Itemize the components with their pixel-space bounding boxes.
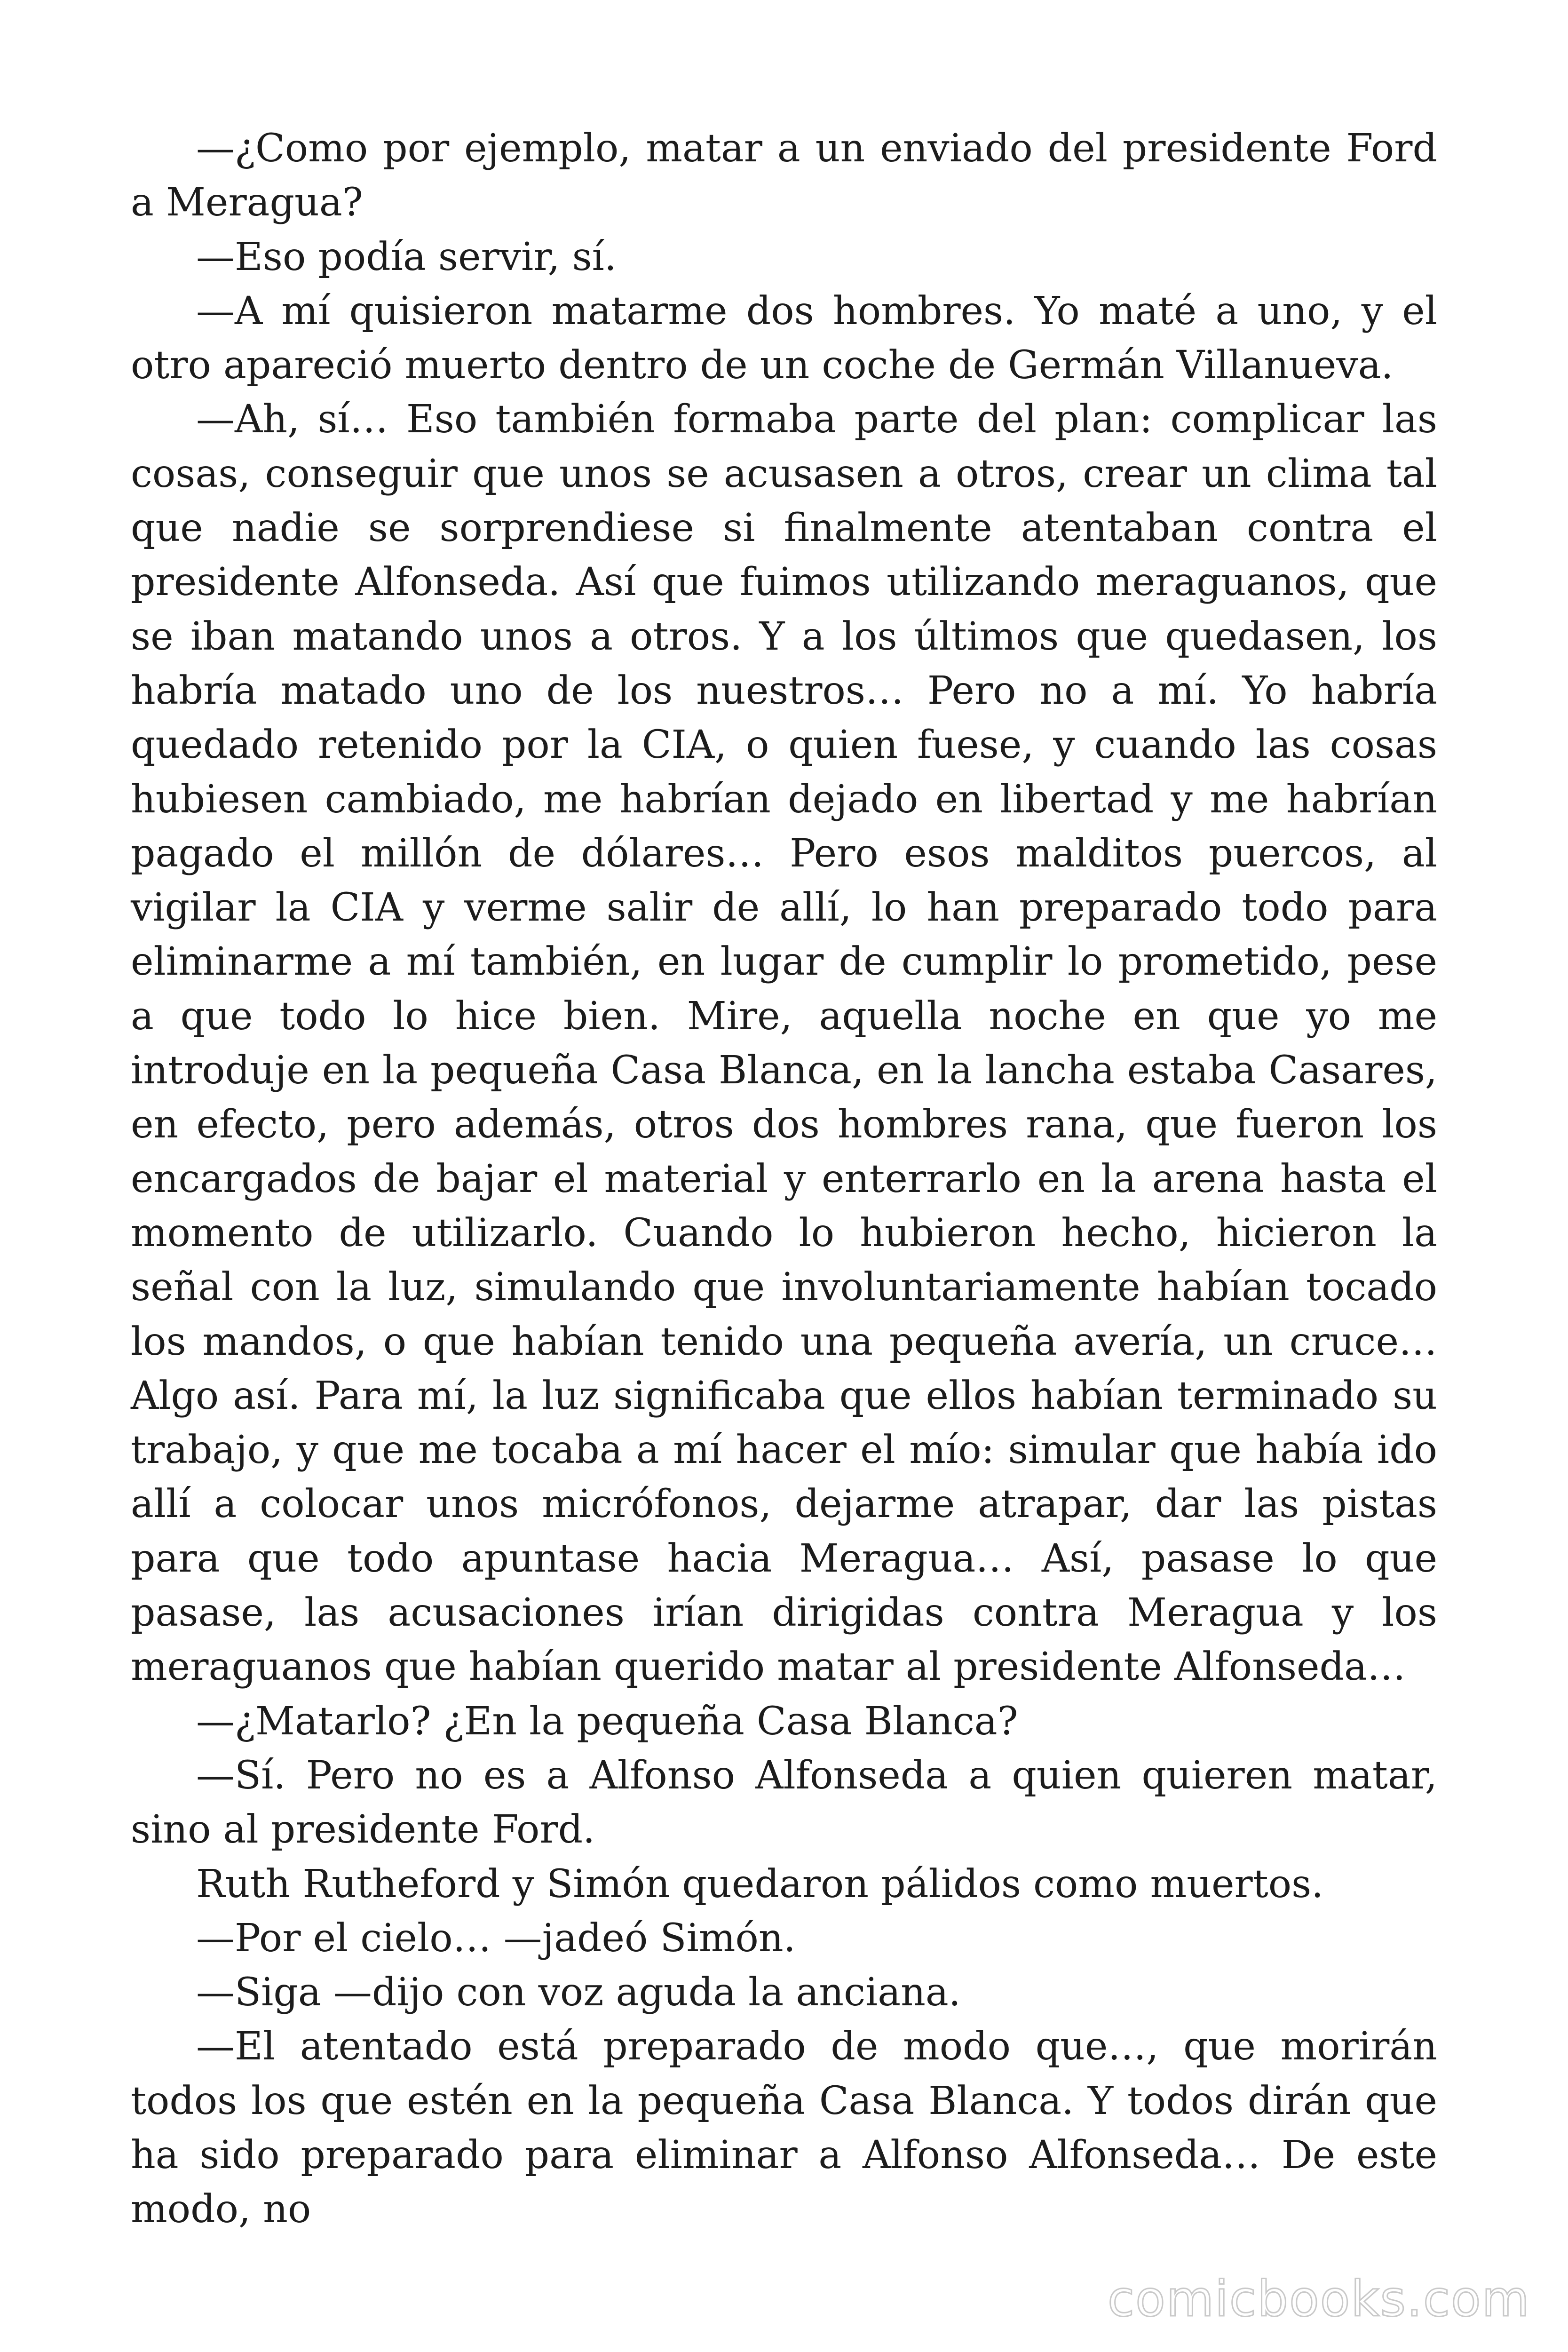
paragraph: —¿Como por ejemplo, matar a un enviado del presidente Ford a Meragua? [131, 126, 1437, 225]
watermark: comicbooks.com [1107, 2270, 1530, 2328]
body-text [131, 121, 1437, 2237]
paragraph: Ruth Rutheford y Simón quedaron pálidos como muertos. [196, 1861, 1324, 1907]
paragraph: —Ah, sí… Eso también formaba parte del plan: complicar las cosas, conseguir que unos se acusasen a otros, crear un clima tal que nadie se sorprendiese si finalmente atentaban contra el presidente Alfonseda. Así que fuimos utilizando meraguanos, que se iban matando unos a otros. Y a los últimos que quedasen, los habría matado uno de los nuestros… Pero no a mí. Yo habría quedado retenido por la CIA, o quien fuese, y cuando las cosas hubiesen cambiado, me habrían dejado en libertad y me habrían pagado el millón de dólares… Pero esos malditos puercos, al vigilar la CIA y verme salir de allí, lo han preparado todo para eliminarme a mí también, en lugar de cumplir lo prometido, pese a que todo lo hice bien. Mire, aquella noche en que yo me introduje en la pequeña Casa Blanca, en la lancha estaba Casares, en efecto, pero además, otros dos hombres rana, que fueron los encargados de bajar el material y enterrarlo en la arena hasta el momento de utilizarlo. Cuando lo hubieron hecho, hicieron la señal con la luz, simulando que involuntariamente habían tocado los mandos, o que habían tenido una pequeña avería, un cruce… Algo así. Para mí, la luz significaba que ellos habían terminado su trabajo, y que me tocaba a mí hacer el mío: simular que había ido allí a colocar unos micrófonos, dejarme atrapar, dar las pistas para que todo apuntase hacia Meragua… Así, pasase lo que pasase, las acusaciones irían dirigidas contra Meragua y los meraguanos que habían querido matar al presidente Alfonseda… [131, 397, 1437, 1690]
paragraph: —A mí quisieron matarme dos hombres. Yo maté a uno, y el otro apareció muerto dentro de un coche de Germán Villanueva. [131, 288, 1437, 388]
paragraph: —Por el cielo… —jadeó Simón. [196, 1915, 796, 1961]
paragraph: —¿Matarlo? ¿En la pequeña Casa Blanca? [196, 1699, 1018, 1744]
paragraph: —El atentado está preparado de modo que…, que morirán todos los que estén en la pequeña Casa Blanca. Y todos dirán que ha sido preparado para eliminar a Alfonso Alfonseda… De este modo, no [131, 2024, 1437, 2232]
paragraph: —Siga —dijo con voz aguda la anciana. [196, 1970, 961, 2015]
paragraph: —Sí. Pero no es a Alfonso Alfonseda a quien quieren matar, sino al presidente Ford. [131, 1753, 1437, 1852]
paragraph: —Eso podía servir, sí. [196, 234, 617, 279]
